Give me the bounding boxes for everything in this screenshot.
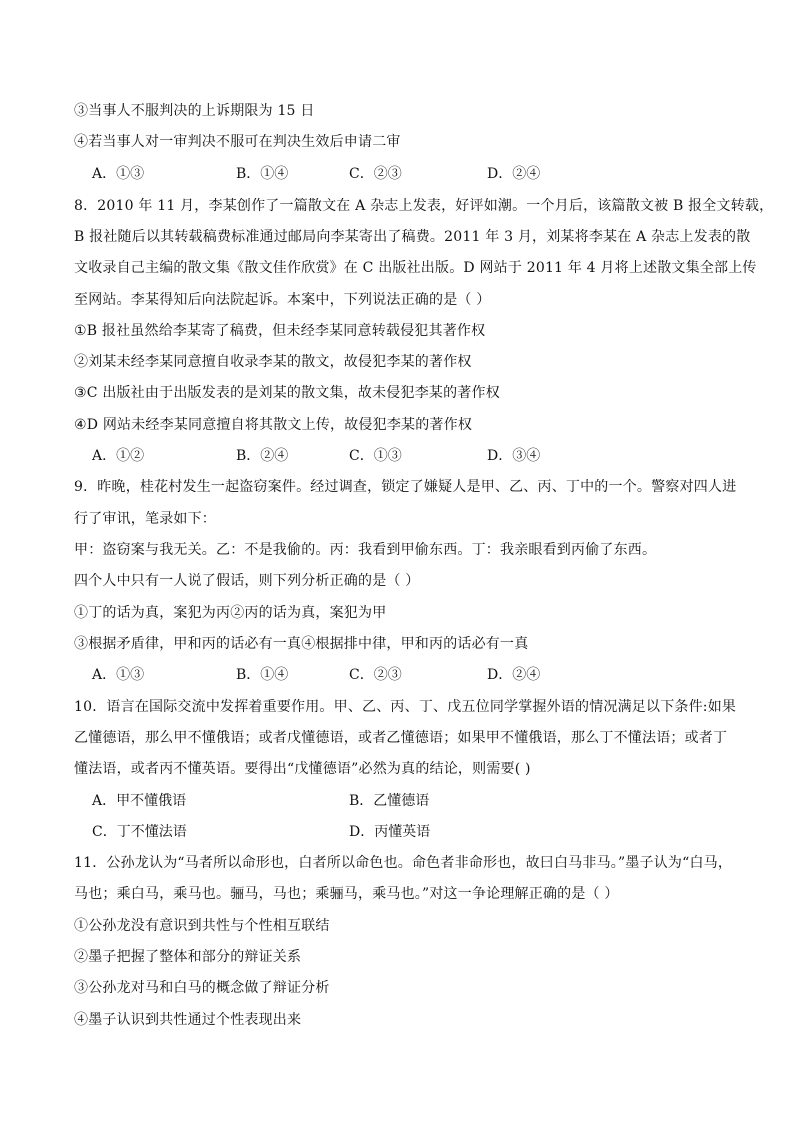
- q8-line-2: B 报社随后以其转载稿费标准通过邮局向李某寄出了稿费。2011 年 3 月，刘某将李某在 A 杂志上发表的散: [74, 229, 751, 245]
- q9-items-row-1: ①丁的话为真，案犯为丙②丙的话为真，案犯为甲: [74, 605, 387, 621]
- q8-line-4: 至网站。李某得知后向法院起诉。本案中，下列说法正确的是（ ）: [74, 292, 491, 308]
- q9-option-c: C．②③: [349, 667, 402, 683]
- q7-option-a: A．①③: [92, 166, 145, 182]
- q9-option-a: A．①③: [92, 667, 145, 683]
- q8-item-2: ②刘某未经李某同意擅自收录李某的散文，故侵犯李某的著作权: [74, 354, 472, 370]
- q8-line-1: 8．2010 年 11 月，李某创作了一篇散文在 A 杂志上发表，好评如潮。一个月后，该篇散文被 B 报全文转载，: [74, 198, 774, 214]
- q11-item-1: ①公孙龙没有意识到共性与个性相互联结: [74, 918, 330, 934]
- q10-line-3: 懂法语，或者丙不懂英语。要得出“戊懂德语”必然为真的结论，则需要( ): [74, 761, 531, 777]
- q8-item-4: ④D 网站未经李某同意擅自将其散文上传，故侵犯李某的著作权: [74, 417, 473, 433]
- q8-item-3: ③C 出版社由于出版发表的是刘某的散文集，故未侵犯李某的著作权: [74, 385, 500, 401]
- q9-line-3: 甲：盗窃案与我无关。乙：不是我偷的。丙：我看到甲偷东西。丁：我亲眼看到丙偷了东西。: [74, 542, 657, 558]
- q8-option-b: B．②④: [236, 448, 289, 464]
- q10-option-a: A．甲不懂俄语: [92, 793, 187, 809]
- q8-option-a: A．①②: [92, 448, 145, 464]
- q7-item-3: ③当事人不服判决的上诉期限为 15 日: [74, 103, 315, 119]
- q7-option-d: D．②④: [487, 166, 541, 182]
- q10-line-2: 乙懂德语，那么甲不懂俄语；或者戊懂德语，或者乙懂德语；如果甲不懂俄语，那么丁不懂法语；或者丁: [74, 730, 728, 746]
- q9-option-d: D．②④: [487, 667, 541, 683]
- q8-item-1: ①B 报社虽然给李某寄了稿费，但未经李某同意转载侵犯其著作权: [74, 323, 486, 339]
- q9-items-row-2: ③根据矛盾律，甲和丙的话必有一真④根据排中律，甲和丙的话必有一真: [74, 636, 529, 652]
- q9-option-b: B．①④: [236, 667, 289, 683]
- q10-option-d: D．丙懂英语: [349, 824, 431, 840]
- q8-option-d: D．③④: [487, 448, 541, 464]
- q7-option-c: C．②③: [349, 166, 402, 182]
- q8-line-3: 文收录自己主编的散文集《散文佳作欣赏》在 C 出版社出版。D 网站于 2011 年 4 月将上述散文集全部上传: [74, 260, 757, 276]
- q9-line-1: 9．昨晚，桂花村发生一起盗窃案件。经过调查，锁定了嫌疑人是甲、乙、丙、丁中的一个。警察对四人进: [74, 479, 737, 495]
- q11-line-1: 11．公孙龙认为“马者所以命形也，白者所以命色也。命色者非命形也，故曰白马非马。”墨子认为“白马，: [74, 855, 733, 871]
- q11-line-2: 马也；乘白马，乘马也。骊马，马也；乘骊马，乘马也。”对这一争论理解正确的是（ ）: [74, 886, 619, 902]
- q11-item-2: ②墨子把握了整体和部分的辩证关系: [74, 949, 302, 965]
- q11-item-3: ③公孙龙对马和白马的概念做了辩证分析: [74, 980, 330, 996]
- q11-item-4: ④墨子认识到共性通过个性表现出来: [74, 1012, 302, 1028]
- q10-line-1: 10．语言在国际交流中发挥着重要作用。甲、乙、丙、丁、戊五位同学掌握外语的情况满足以下条件:如果: [74, 699, 737, 715]
- q10-option-c: C．丁不懂法语: [92, 824, 187, 840]
- q10-option-b: B．乙懂德语: [349, 793, 430, 809]
- q9-line-4: 四个人中只有一人说了假话，则下列分析正确的是（ ）: [74, 573, 420, 589]
- q9-line-2: 行了审讯，笔录如下：: [74, 511, 216, 527]
- q7-option-b: B．①④: [236, 166, 289, 182]
- q8-option-c: C．①③: [349, 448, 402, 464]
- q7-item-4: ④若当事人对一审判决不服可在判决生效后申请二审: [74, 134, 401, 150]
